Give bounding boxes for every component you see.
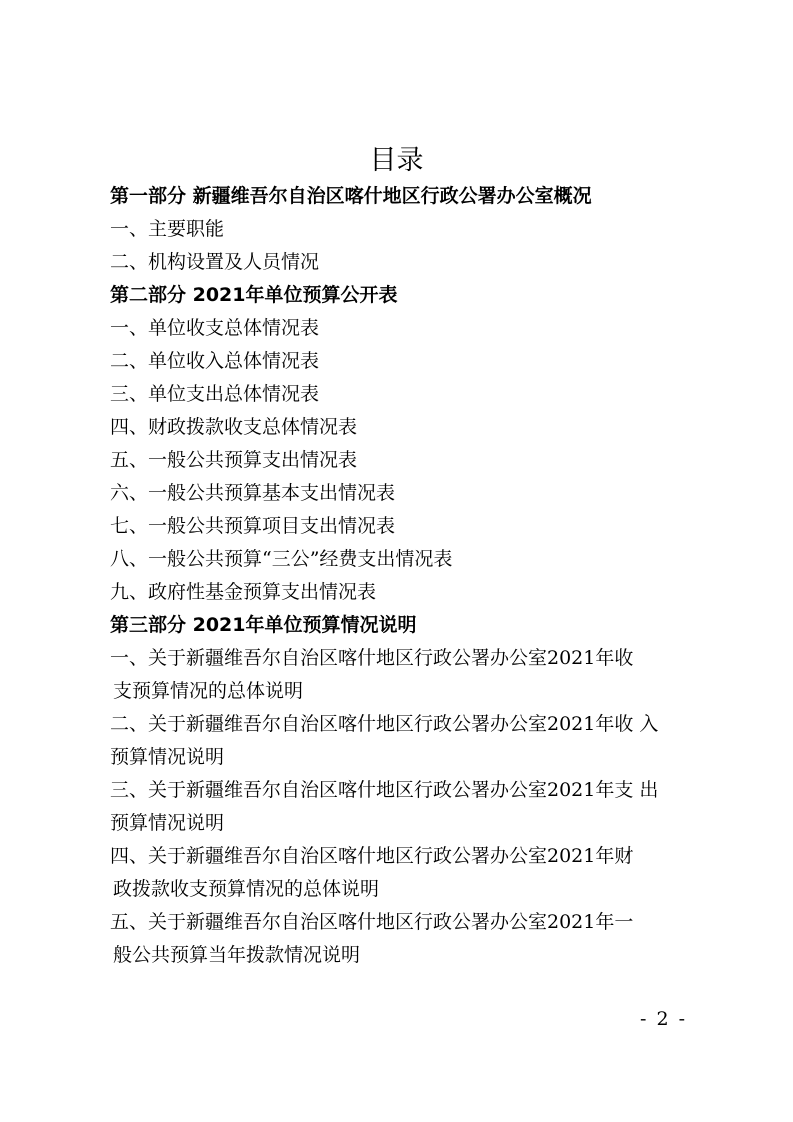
toc-entry: 三、关于新疆维吾尔自治区喀什地区行政公署办公室2021年支 出: [110, 779, 659, 801]
toc-entry: 四、关于新疆维吾尔自治区喀什地区行政公署办公室2021年财: [110, 845, 634, 867]
toc-entry: 般公共预算当年拨款情况说明: [113, 944, 361, 966]
toc-entry: 预算情况说明: [110, 812, 225, 834]
table-of-contents: [110, 180, 710, 972]
toc-entry: 支预算情况的总体说明: [113, 680, 304, 702]
toc-entry: 二、关于新疆维吾尔自治区喀什地区行政公署办公室2021年收 入: [110, 713, 659, 735]
toc-entry: 政拨款收支预算情况的总体说明: [113, 878, 380, 900]
toc-entry: 二、机构设置及人员情况: [110, 251, 320, 273]
toc-entry: 三、单位支出总体情况表: [110, 383, 320, 405]
toc-section-heading: 第三部分 2021年单位预算情况说明: [110, 614, 417, 636]
toc-section-heading: 第一部分 新疆维吾尔自治区喀什地区行政公署办公室概况: [110, 185, 592, 207]
toc-entry: 七、一般公共预算项目支出情况表: [110, 515, 396, 537]
toc-entry: 二、单位收入总体情况表: [110, 350, 320, 372]
toc-entry: 六、一般公共预算基本支出情况表: [110, 482, 396, 504]
toc-entry: 一、单位收支总体情况表: [110, 317, 320, 339]
toc-entry: 预算情况说明: [110, 746, 225, 768]
toc-entry: 一、主要职能: [110, 218, 225, 240]
toc-entry: 四、财政拨款收支总体情况表: [110, 416, 358, 438]
page-number: - 2 -: [640, 1008, 688, 1030]
toc-entry: 五、关于新疆维吾尔自治区喀什地区行政公署办公室2021年一: [110, 911, 634, 933]
toc-entry: 八、一般公共预算“三公”经费支出情况表: [110, 548, 453, 570]
toc-entry: 五、一般公共预算支出情况表: [110, 449, 358, 471]
toc-entry: 一、关于新疆维吾尔自治区喀什地区行政公署办公室2021年收: [110, 647, 634, 669]
toc-entry: 九、政府性基金预算支出情况表: [110, 581, 377, 603]
toc-section-heading: 第二部分 2021年单位预算公开表: [110, 284, 398, 306]
page-title: 目录: [369, 145, 424, 176]
